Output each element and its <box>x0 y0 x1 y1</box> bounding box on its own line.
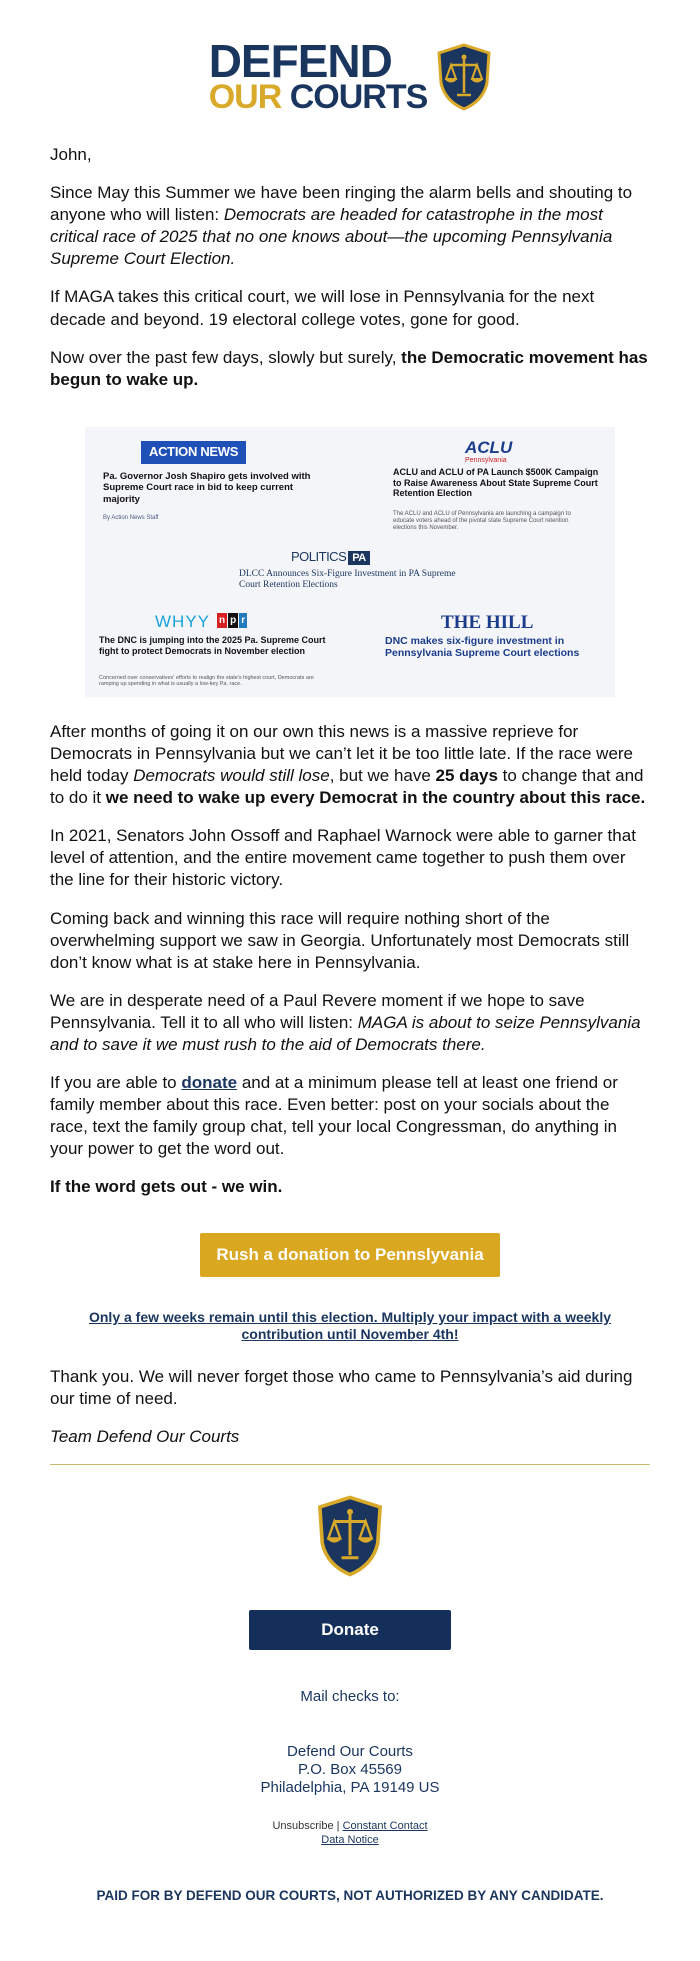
justice-scales-shield-icon <box>314 1495 386 1577</box>
aclu-logo-sub: Pennsylvania <box>465 456 507 464</box>
paragraph-paul-revere <box>50 990 650 1056</box>
reprieve-text-3: to change that and to do it <box>50 766 644 808</box>
action-news-headline: Pa. Governor Josh Shapiro gets involved with Supreme Court race in bid to keep current majority <box>103 470 311 505</box>
paragraph-support: Coming back and winning this race will require nothing short of the overwhelming support we saw in Georgia. Unfortunately most Democrats still don’t know what is at stake here in Pennsylvania. <box>50 908 630 972</box>
paul-revere-italic: MAGA is about to seize Pennsylvania and to save it we must rush to the aid of Democrats there. <box>50 1012 641 1054</box>
footer-donate-button[interactable]: Donate <box>249 1610 451 1650</box>
logo-our-courts <box>208 78 428 117</box>
signature: Team Defend Our Courts <box>50 1426 240 1446</box>
npr-letter-n: n <box>219 614 226 626</box>
paragraph-wake-up-bold: the Democratic movement has begun to wake up. <box>50 347 648 389</box>
paragraph-donate <box>50 1072 650 1160</box>
logo-wordmark <box>208 35 428 117</box>
paragraph-we-win: If the word gets out - we win. <box>50 1177 283 1197</box>
thank-you-text: Thank you. We will never forget those who came to Pennsylvania’s aid during our time of need. <box>50 1366 633 1408</box>
paragraph-wake-up <box>50 347 650 391</box>
whyy-headline: The DNC is jumping into the 2025 Pa. Supreme Court fight to protect Democrats in November election <box>99 634 326 656</box>
defend-our-courts-logo[interactable] <box>0 0 700 116</box>
constant-contact-link[interactable]: Constant Contact <box>342 1819 428 1832</box>
justice-scales-shield-icon <box>437 43 491 111</box>
paragraph-alarm-text: Since May this Summer we have been ringing the alarm bells and shouting to anyone who will listen: <box>50 183 633 225</box>
reprieve-text-1: After months of going it on our own this news is a massive reprieve for Democrats in Pennsylvania but we can’t let it be too little late. If the race were held today <box>50 721 634 786</box>
paragraph-alarm-emphasis: Democrats are headed for catastrophe in the most critical race of 2025 that no one knows about—the upcoming Pennsylvania Supreme Court Election. <box>50 205 613 269</box>
logo-courts: COURTS <box>289 78 428 117</box>
politics-label: POLITICS <box>291 548 347 564</box>
aclu-logo: ACLU <box>465 437 513 457</box>
aclu-body: The ACLU and ACLU of Pennsylvania are launching a campaign to educate voters ahead of the pivotal state Supreme Court retention elections this November. <box>393 510 571 532</box>
whyy-body: Concerned over conservatives' efforts to realign the state's highest court, Democrats are ramping up spending in what is usually a low-key Pa. race. <box>99 674 314 688</box>
unsubscribe-link[interactable]: Unsubscribe <box>272 1819 334 1832</box>
reprieve-days: 25 days <box>435 766 498 786</box>
news-headlines-collage <box>85 427 615 697</box>
rush-donation-button[interactable]: Rush a donation to Pennslyvania <box>200 1233 499 1277</box>
email-body <box>0 144 700 1277</box>
mailing-address <box>0 1743 700 1797</box>
npr-letter-r: r <box>241 614 246 626</box>
cta-wrap <box>50 1233 650 1277</box>
paul-revere-text: We are in desperate need of a Paul Revere moment if we hope to save Pennsylvania. Tell it to all who will listen: <box>50 990 585 1032</box>
pa-badge: PA <box>348 551 369 565</box>
donate-inline-link[interactable]: donate <box>181 1073 238 1093</box>
paid-for-disclaimer: PAID FOR BY DEFEND OUR COURTS, NOT AUTHORIZED BY ANY CANDIDATE. <box>96 1887 604 1903</box>
reprieve-italic: Democrats would still lose <box>133 766 330 786</box>
greeting: John, <box>50 145 92 164</box>
footer-links <box>0 1819 700 1848</box>
logo-defend: DEFEND <box>208 35 392 87</box>
aclu-headline: ACLU and ACLU of PA Launch $500K Campaign to Raise Awareness About State Supreme Court Retention Election <box>393 466 599 499</box>
footer <box>0 1465 700 1903</box>
weekly-contribution-link[interactable]: Only a few weeks remain until this election. Multiply your impact with a weekly contribution until November 4th! <box>88 1308 612 1343</box>
reprieve-text-2: , but we have <box>329 766 436 786</box>
link-separator: | <box>336 1819 340 1832</box>
data-notice-link[interactable]: Data Notice <box>321 1834 379 1847</box>
npr-letter-p: p <box>230 614 237 626</box>
mail-checks-label: Mail checks to: <box>300 1687 400 1705</box>
address-line-2: P.O. Box 45569 <box>298 1760 402 1778</box>
npr-logo <box>217 613 248 628</box>
the-hill-logo: THE HILL <box>441 611 534 633</box>
address-line-3: Philadelphia, PA 19149 US <box>260 1778 440 1796</box>
donate-text-2: and at a minimum please tell at least one friend or family member about this race. Even better: post on your socials about the race, text the family group chat, tell your local Congressman, do anything in your power to get the word out. <box>50 1073 618 1159</box>
logo-our: OUR <box>208 78 282 117</box>
action-news-logo: ACTION NEWS <box>141 441 246 464</box>
the-hill-headline: DNC makes six-figure investment in Pennsylvania Supreme Court elections <box>385 634 580 659</box>
email-closing <box>0 1366 700 1448</box>
paragraph-maga: If MAGA takes this critical court, we will lose in Pennsylvania for the next decade and beyond. 19 electoral college votes, gone for good. <box>50 287 595 329</box>
paragraph-alarm <box>50 182 650 270</box>
paragraph-wake-up-text: Now over the past few days, slowly but surely, <box>50 347 402 367</box>
whyy-logo: WHYY <box>155 611 210 631</box>
donate-text-1: If you are able to <box>50 1073 182 1093</box>
paragraph-reprieve <box>50 721 650 809</box>
address-line-1: Defend Our Courts <box>287 1742 413 1760</box>
paragraph-georgia-2021: In 2021, Senators John Ossoff and Raphael Warnock were able to garner that level of attention, and the entire movement came together to push them over the line for their historic victory. <box>50 826 636 890</box>
reprieve-bold: we need to wake up every Democrat in the country about this race. <box>105 788 646 808</box>
politics-pa-logo <box>291 549 370 566</box>
action-news-byline: By Action News Staff <box>103 514 159 521</box>
politics-pa-headline: DLCC Announces Six-Figure Investment in PA Supreme Court Retention Elections <box>239 568 456 591</box>
